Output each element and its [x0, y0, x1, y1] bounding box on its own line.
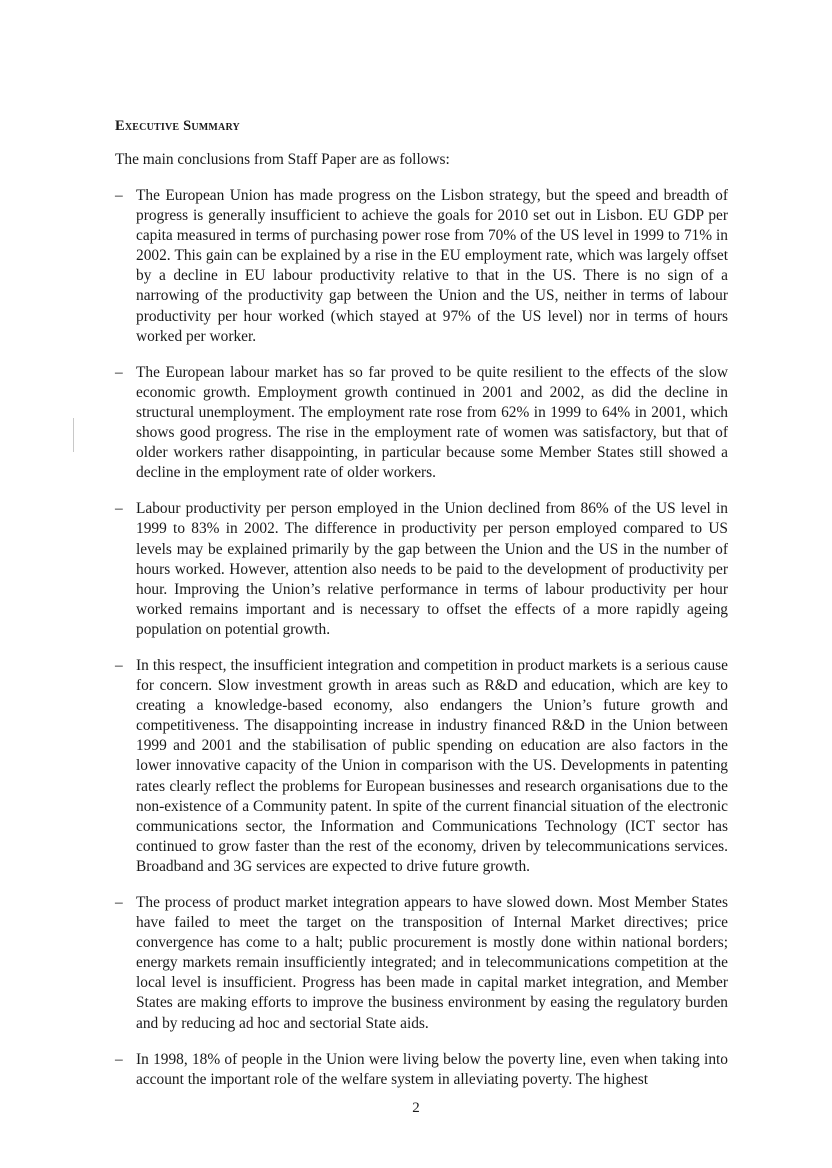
- bullet-dash: –: [115, 894, 123, 911]
- conclusions-list: [0, 186, 832, 1106]
- bullet-dash: –: [115, 187, 123, 204]
- bullet-text: Labour productivity per person employed in the Union declined from 86% of the US level in 1999 to 83% in 2002. The difference in productivity per person employed compared to US levels may be explained primarily by the gap between the Union and the US in the number of hours worked. However, attention also needs to be paid to the development of productivity per hour. Improving the Union’s relative performance in terms of labour productivity per hour worked remains important and is necessary to offset the effects of a more rapidly ageing population on potential growth.: [136, 500, 728, 638]
- intro-paragraph: The main conclusions from Staff Paper are as follows:: [115, 151, 450, 168]
- bullet-dash: –: [115, 1050, 123, 1068]
- bullet-dash: –: [115, 500, 123, 518]
- bullet-text: The European Union has made progress on the Lisbon strategy, but the speed and breadth of progress is generally insufficient to achieve the goals for 2010 set out in Lisbon. EU GDP per capita measured in terms of purchasing power rose from 70% of the US level in 1999 to 71% in 2002. This gain can be explained by a rise in the EU employment rate, which was largely offset by a decline in EU labour productivity relative to that in the US. There is no sign of a narrowing of the productivity gap between the Union and the US, neither in terms of labour productivity per hour worked (which stayed at 97% of the US level) nor in terms of hours worked per worker.: [136, 187, 728, 345]
- list-item: [0, 656, 832, 877]
- bullet-text: In this respect, the insufficient integration and competition in product markets is a serious cause for concern. Slow investment growth in areas such as R&D and education, which are key to creating a knowledge-based economy, also endangers the Union’s future growth and competitiveness. The disappointing increase in industry financed R&D in the Union between 1999 and 2001 and the stabilisation of public spending on education are also factors in the lower innovative capacity of the Union in comparison with the US. Developments in patenting rates clearly reflect the problems for European businesses and research organisations due to the non-existence of a Community patent. In spite of the current financial situation of the electronic communications sector, the Information and Communications Technology (ICT sector has continued to grow faster than the rest of the economy, driven by telecommunications services. Broadband and 3G services are expected to drive future growth.: [136, 656, 728, 875]
- bullet-dash: –: [115, 363, 123, 381]
- list-item: [0, 363, 832, 484]
- list-item: [0, 1050, 832, 1090]
- bullet-text: In 1998, 18% of people in the Union were living below the poverty line, even when taking into account the important role of the welfare system in alleviating poverty. The highest: [136, 1050, 728, 1088]
- page-number: 2: [412, 1100, 420, 1116]
- bullet-text: The European labour market has so far proved to be quite resilient to the effects of the slow economic growth. Employment growth continued in 2001 and 2002, as did the decline in structural unemployment. The employment rate rose from 62% in 1999 to 64% in 2001, which shows good progress. The rise in the employment rate of women was satisfactory, but that of older workers rather disappointing, in particular because some Member States still showed a decline in the employment rate of older workers.: [136, 363, 728, 482]
- bullet-text: The process of product market integration appears to have slowed down. Most Member States have failed to meet the target on the transposition of Internal Market directives; price convergence has come to a halt; public procurement is mostly done within national borders; energy markets remain insufficiently integrated; and in telecommunications competition at the local level is insufficient. Progress has been made in capital market integration, and Member States are making efforts to improve the business environment by easing the regulatory burden and by reducing ad hoc and sectorial State aids.: [136, 894, 728, 1032]
- list-item: [0, 186, 832, 347]
- bullet-dash: –: [115, 656, 123, 674]
- list-item: [0, 893, 832, 1034]
- list-item: [0, 499, 832, 640]
- section-heading: Executive Summary: [115, 118, 240, 134]
